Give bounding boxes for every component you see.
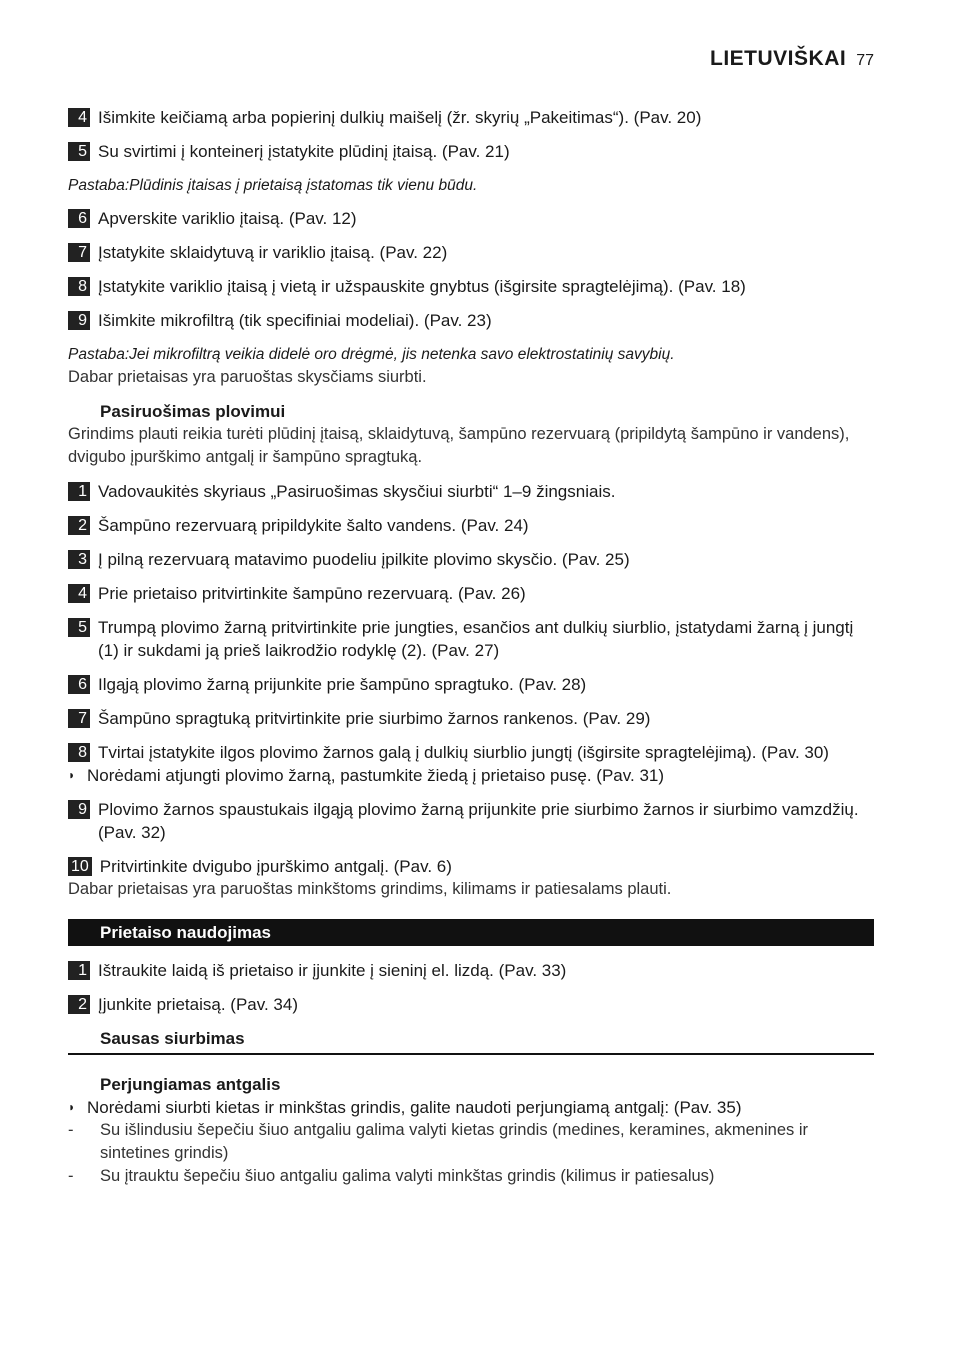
step-number: 2 xyxy=(68,516,90,535)
dash-text: Su įtrauktu šepečiu šiuo antgaliu galima valyti minkštas grindis (kilimus ir patiesalus) xyxy=(100,1167,715,1185)
step-number: 3 xyxy=(68,550,90,569)
paragraph-text: Grindims plauti reikia turėti plūdinį įtaisą, sklaidytuvą, šampūno rezervuarą (pripildytą šampūno ir vandens), dvigubo įpurškimo antgalį ir šampūno spragtuką. xyxy=(68,425,850,466)
instruction-step xyxy=(68,140,874,163)
instruction-step xyxy=(68,741,874,764)
instruction-step xyxy=(68,582,874,605)
step-number: 5 xyxy=(68,142,90,161)
note-text: Pastaba:Plūdinis įtaisas į prietaisą įstatomas tik vienu būdu. xyxy=(68,177,478,194)
step-number: 9 xyxy=(68,800,90,819)
step-number: 7 xyxy=(68,709,90,728)
instruction-step xyxy=(68,616,874,662)
step-text: Išimkite mikrofiltrą (tik specifiniai modeliai). (Pav. 23) xyxy=(98,311,492,330)
step-text: Ištraukite laidą iš prietaiso ir įjunkite į sieninį el. lizdą. (Pav. 33) xyxy=(98,961,567,980)
step-text: Į pilną rezervuarą matavimo puodeliu įpilkite plovimo skysčio. (Pav. 25) xyxy=(98,550,630,569)
instruction-step xyxy=(68,548,874,571)
step-number: 10 xyxy=(68,857,92,876)
instruction-step xyxy=(68,207,874,230)
step-text: Plovimo žarnos spaustukais ilgąją plovimo žarną prijunkite prie siurbimo žarnos ir siurbimo vamzdžių. (Pav. 32) xyxy=(98,800,859,842)
dash-list-item xyxy=(68,1165,874,1188)
instruction-step xyxy=(68,241,874,264)
instruction-step xyxy=(68,993,874,1016)
step-text: Šampūno spragtuką pritvirtinkite prie siurbimo žarnos rankenos. (Pav. 29) xyxy=(98,709,651,728)
step-text: Išimkite keičiamą arba popierinį dulkių maišelį (žr. skyrių „Pakeitimas“). (Pav. 20) xyxy=(98,108,702,127)
bullet-arrow-icon: ◗ xyxy=(68,1100,76,1114)
dash-marker: - xyxy=(68,1167,74,1185)
instruction-step xyxy=(68,673,874,696)
step-text: Trumpą plovimo žarną pritvirtinkite prie jungties, esančios ant dulkių siurblio, įstatydami žarną į jungtį (1) ir sukdami ją prieš laikrodžio rodyklę (2). (Pav. 27) xyxy=(98,618,854,660)
instruction-step xyxy=(68,309,874,332)
step-number: 6 xyxy=(68,209,90,228)
note-text: Pastaba:Jei mikrofiltrą veikia didelė oro drėgmė, jis netenka savo elektrostatinių savybių. xyxy=(68,346,675,363)
instruction-step xyxy=(68,855,874,878)
subsection-heading: Pasiruošimas plovimui xyxy=(100,402,286,421)
subsection-heading: Perjungiamas antgalis xyxy=(100,1075,281,1094)
page-number: 77 xyxy=(856,52,874,69)
step-number: 9 xyxy=(68,311,90,330)
step-number: 1 xyxy=(68,482,90,501)
step-number: 4 xyxy=(68,584,90,603)
bullet-item xyxy=(68,764,874,787)
dash-text: Su išlindusiu šepečiu šiuo antgaliu galima valyti kietas grindis (medines, keramines, akmenines ir sintetines grindis) xyxy=(100,1121,809,1162)
step-number: 1 xyxy=(68,961,90,980)
bullet-text: Norėdami siurbti kietas ir minkštas grindis, galite naudoti perjungiamą antgalį: (Pav. 35) xyxy=(87,1098,742,1117)
step-number: 8 xyxy=(68,743,90,762)
step-number: 8 xyxy=(68,277,90,296)
instruction-step xyxy=(68,106,874,129)
instruction-step xyxy=(68,275,874,298)
step-text: Vadovaukitės skyriaus „Pasiruošimas skysčiui siurbti“ 1–9 žingsniais. xyxy=(98,482,616,501)
step-text: Šampūno rezervuarą pripildykite šalto vandens. (Pav. 24) xyxy=(98,516,529,535)
dash-marker: - xyxy=(68,1121,74,1139)
step-number: 2 xyxy=(68,995,90,1014)
step-text: Įstatykite sklaidytuvą ir variklio įtaisą. (Pav. 22) xyxy=(98,243,448,262)
instruction-step xyxy=(68,798,874,844)
step-text: Įstatykite variklio įtaisą į vietą ir užspauskite gnybtus (išgirsite spragtelėjimą). (Pav. 18) xyxy=(98,277,746,296)
instruction-step xyxy=(68,514,874,537)
step-number: 4 xyxy=(68,108,90,127)
language-label: LIETUVIŠKAI xyxy=(710,47,847,70)
step-text: Tvirtai įstatykite ilgos plovimo žarnos galą į dulkių siurblio jungtį (išgirsite spragtelėjimą). (Pav. 30) xyxy=(98,743,829,762)
subsection-heading: Sausas siurbimas xyxy=(68,1027,874,1055)
step-text: Apverskite variklio įtaisą. (Pav. 12) xyxy=(98,209,357,228)
bullet-arrow-icon: ◗ xyxy=(68,768,76,782)
step-number: 5 xyxy=(68,618,90,637)
section-heading: Prietaiso naudojimas xyxy=(68,919,874,946)
instruction-step xyxy=(68,707,874,730)
paragraph-text: Dabar prietaisas yra paruoštas skysčiams siurbti. xyxy=(68,368,427,386)
bullet-item xyxy=(68,1096,874,1119)
dash-list-item xyxy=(68,1119,874,1165)
page-content xyxy=(68,106,874,1188)
step-text: Ilgąją plovimo žarną prijunkite prie šampūno spragtuko. (Pav. 28) xyxy=(98,675,587,694)
instruction-step xyxy=(68,480,874,503)
paragraph-text: Dabar prietaisas yra paruoštas minkštoms grindims, kilimams ir patiesalams plauti. xyxy=(68,880,672,898)
instruction-step xyxy=(68,959,874,982)
step-number: 6 xyxy=(68,675,90,694)
bullet-text: Norėdami atjungti plovimo žarną, pastumkite žiedą į prietaiso pusę. (Pav. 31) xyxy=(87,766,665,785)
page-header xyxy=(710,47,874,71)
step-text: Pritvirtinkite dvigubo įpurškimo antgalį. (Pav. 6) xyxy=(99,857,452,876)
step-text: Prie prietaiso pritvirtinkite šampūno rezervuarą. (Pav. 26) xyxy=(98,584,526,603)
step-number: 7 xyxy=(68,243,90,262)
step-text: Įjunkite prietaisą. (Pav. 34) xyxy=(98,995,298,1014)
step-text: Su svirtimi į konteinerį įstatykite plūdinį įtaisą. (Pav. 21) xyxy=(98,142,510,161)
